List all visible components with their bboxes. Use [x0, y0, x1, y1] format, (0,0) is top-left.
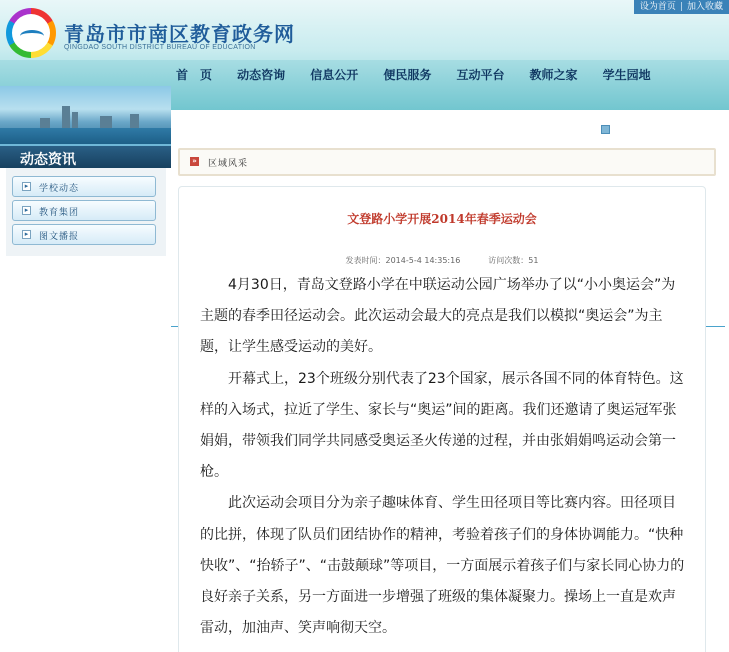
- article-body: [200, 270, 688, 644]
- breadcrumb-label[interactable]: 区域风采: [208, 159, 249, 169]
- nav-services[interactable]: 便民服务: [383, 68, 432, 82]
- article-title: 文登路小学开展2014年春季运动会: [347, 212, 537, 226]
- nav-interaction[interactable]: 互动平台: [456, 68, 505, 82]
- sidebar-item-label: 教育集团: [39, 208, 80, 218]
- sidebar-item-photo-report[interactable]: [12, 224, 156, 245]
- add-favorite-link[interactable]: 加入收藏: [686, 2, 723, 12]
- top-links: [634, 0, 729, 14]
- square-bullet-icon: ▸: [22, 206, 31, 215]
- view-count: 访问次数：51: [488, 256, 539, 265]
- sidebar-title: 动态资讯: [20, 152, 76, 168]
- square-bullet-icon: ▸: [22, 182, 31, 191]
- sidebar-header: [0, 144, 171, 168]
- article-paragraph: 开幕式上，23个班级分别代表了23个国家，展示各国不同的体育特色。这样的入场式，拉近了学生、家长与“奥运”间的距离。我们还邀请了奥运冠军张娟娟，带领我们同学共同感受奥运圣火传递的过程，并由张娟娟鸣运动会第一枪。: [200, 370, 684, 481]
- sidebar-item-school-news[interactable]: [12, 176, 156, 197]
- logo-wave-icon: [20, 30, 44, 42]
- nav-students[interactable]: 学生园地: [602, 68, 651, 82]
- skyline-building: [62, 106, 70, 128]
- nav-home[interactable]: 首 页: [176, 68, 213, 82]
- skyline-building: [100, 116, 112, 128]
- square-bullet-icon: ▸: [22, 230, 31, 239]
- breadcrumb: [178, 148, 716, 176]
- city-skyline-image: [0, 86, 171, 144]
- main-nav: [176, 64, 671, 82]
- skyline-building: [40, 118, 50, 128]
- site-subtitle: QINGDAO SOUTH DISTRICT BUREAU OF EDUCATION: [64, 44, 256, 51]
- nav-info-open[interactable]: 信息公开: [310, 68, 359, 82]
- double-arrow-icon: »: [190, 157, 199, 166]
- publish-time: 发表时间：2014-5-4 14:35:16: [345, 256, 461, 265]
- skyline-building: [130, 114, 139, 128]
- set-homepage-link[interactable]: 设为首页: [639, 2, 676, 12]
- skyline-building: [72, 112, 78, 128]
- sidebar-item-label: 学校动态: [39, 184, 80, 194]
- article-meta: [178, 255, 706, 266]
- sidebar-menu: [6, 168, 166, 256]
- nav-teachers[interactable]: 教师之家: [529, 68, 578, 82]
- article-paragraph: 4月30日，青岛文登路小学在中联运动公园广场举办了以“小小奥运会”为主题的春季田径运动会。此次运动会最大的亮点是我们以模拟“奥运会”为主题，让学生感受运动的美好。: [200, 277, 676, 356]
- nav-news[interactable]: 动态咨询: [237, 68, 286, 82]
- sidebar-item-education-group[interactable]: [12, 200, 156, 221]
- sidebar-item-label: 图文播报: [39, 232, 80, 242]
- site-title[interactable]: 青岛市市南区教育政务网: [64, 22, 295, 46]
- divider: [706, 326, 725, 327]
- top-link-separator: |: [679, 2, 683, 12]
- small-square-icon: [601, 125, 610, 134]
- skyline-water: [0, 128, 171, 144]
- article-paragraph: 此次运动会项目分为亲子趣味体育、学生田径项目等比赛内容。田径项目的比拼，体现了队员们团结协作的精神，考验着孩子们的身体协调能力。“快种快收”、“抬轿子”、“击鼓颠球”等项目，一方面展示着孩子们与家长同心协力的良好亲子关系，另一方面进一步增强了班级的集体凝聚力。操场上一直是欢声雷动，加油声、笑声响彻天空。: [200, 495, 685, 637]
